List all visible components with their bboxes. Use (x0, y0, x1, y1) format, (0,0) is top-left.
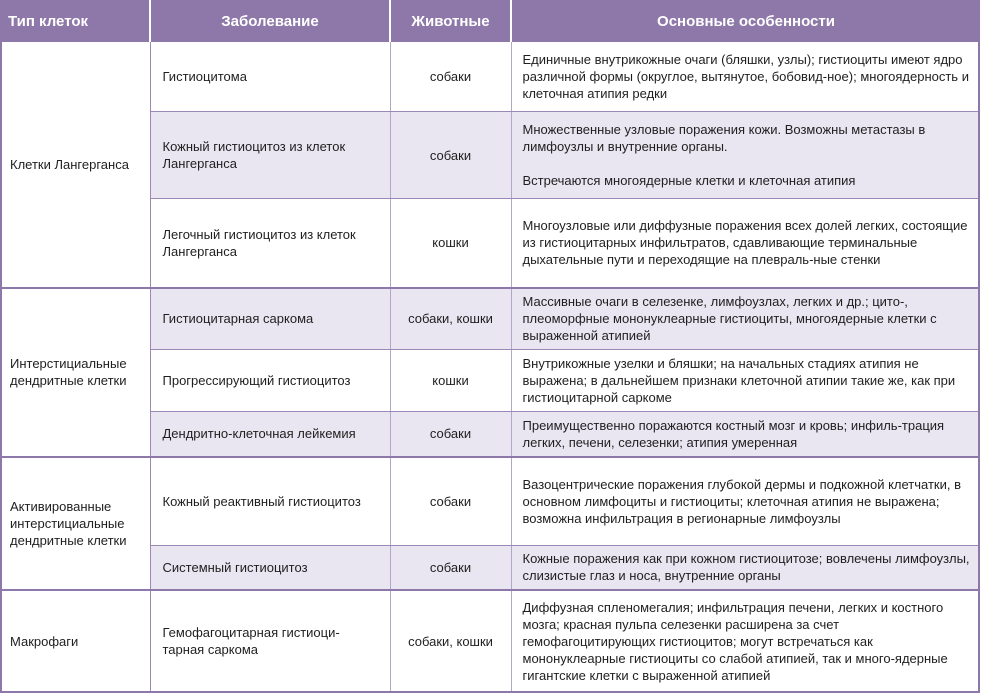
animals-cell: собаки (390, 111, 511, 199)
features-cell: Кожные поражения как при кожном гистиоцитозе; вовлечены лимфоузлы, слизистые глаз и носа, внутренние органы (511, 545, 980, 590)
features-cell: Преимущественно поражаются костный мозг и кровь; инфиль-трация легких, печени, селезенки; атипия умеренная (511, 412, 980, 457)
table-row (0, 457, 980, 546)
animals-cell: собаки, кошки (390, 590, 511, 692)
table-row (0, 590, 980, 692)
header-cell-type: Тип клеток (0, 0, 150, 42)
features-text-part-2: Встречаются многоядерные клетки и клеточная атипия (522, 173, 856, 189)
features-cell: Внутрикожные узелки и бляшки; на начальных стадиях атипия не выражена; в дальнейшем признаки клеточной атипии такие же, как при гистиоцитарной саркоме (511, 350, 980, 412)
features-cell (511, 111, 980, 199)
disease-cell: Кожный реактивный гистиоцитоз (150, 457, 390, 546)
disease-cell: Гистиоцитома (150, 42, 390, 111)
features-spacer (523, 155, 973, 172)
cell-type-interstitial: Интерстициальные дендритные клетки (0, 288, 150, 457)
animals-cell: кошки (390, 350, 511, 412)
header-features: Основные особенности (511, 0, 980, 42)
cell-type-activated: Активированные интерстициальные дендритные клетки (0, 457, 150, 590)
features-cell: Вазоцентрические поражения глубокой дермы и подкожной клетчатки, в основном лимфоциты и гистиоциты; клеточная атипия не выражена; возможна инфильтрация в регионарные лимфоузлы (511, 457, 980, 546)
features-cell: Многоузловые или диффузные поражения всех долей легких, состоящие из гистиоцитарных инфильтратов, сдавливающие терминальные дыхательные пути и переходящие на плевраль-ные стенки (511, 199, 980, 288)
animals-cell: собаки (390, 545, 511, 590)
features-cell: Диффузная спленомегалия; инфильтрация печени, легких и костного мозга; красная пульпа селезенки расширена за счет гемофагоцитирующих гистиоцитов; могут встречаться как мононуклеарные гистиоциты со слабой атипией, так и много-ядерные гигантские клетки с выраженной атипией (511, 590, 980, 692)
table-row (0, 288, 980, 350)
table-row (0, 42, 980, 111)
features-cell: Единичные внутрикожные очаги (бляшки, узлы); гистиоциты имеют ядро различной формы (округлое, вытянутое, бобовид-ное); многоядерность и клеточная атипия редки (511, 42, 980, 111)
header-row (0, 0, 980, 42)
disease-cell: Кожный гистиоцитоз из клеток Лангерганса (150, 111, 390, 199)
animals-cell: собаки (390, 42, 511, 111)
header-disease: Заболевание (150, 0, 390, 42)
cell-type-langerhans: Клетки Лангерганса (0, 42, 150, 288)
disease-cell: Гемофагоцитарная гистиоци-тарная саркома (150, 590, 390, 692)
disease-cell: Системный гистиоцитоз (150, 545, 390, 590)
features-text-part-1: Множественные узловые поражения кожи. Возможны метастазы в лимфоузлы и внутренние органы. (522, 122, 926, 155)
disease-cell: Гистиоцитарная саркома (150, 288, 390, 350)
disease-cell: Легочный гистиоцитоз из клеток Лангерганса (150, 199, 390, 288)
animals-cell: собаки (390, 412, 511, 457)
header-animals: Животные (390, 0, 511, 42)
cell-type-macrophages: Макрофаги (0, 590, 150, 692)
animals-cell: собаки (390, 457, 511, 546)
features-cell: Массивные очаги в селезенке, лимфоузлах, легких и др.; цито-, плеоморфные мононуклеарные гистиоциты, многоядерные клетки с выраженной атипией (511, 288, 980, 350)
disease-cell: Прогрессирующий гистиоцитоз (150, 350, 390, 412)
animals-cell: кошки (390, 199, 511, 288)
animals-cell: собаки, кошки (390, 288, 511, 350)
disease-cell: Дендритно-клеточная лейкемия (150, 412, 390, 457)
